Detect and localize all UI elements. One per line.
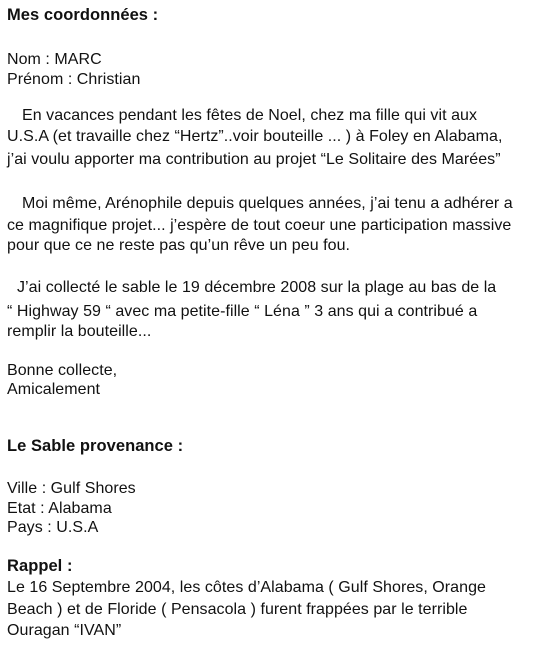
- paragraph-3-line-2: “ Highway 59 “ avec ma petite-fille “ Léna ” 3 ans qui a contribué a: [7, 303, 478, 320]
- rappel-line-3: Ouragan “IVAN”: [7, 622, 122, 639]
- paragraph-1-line-1: En vacances pendant les fêtes de Noel, chez ma fille qui vit aux: [22, 107, 478, 124]
- section-title-sable: Le Sable provenance :: [7, 437, 184, 455]
- paragraph-1-line-2: U.S.A (et travaille chez “Hertz”..voir bouteille ... ) à Foley en Alabama,: [7, 128, 503, 145]
- contact-prenom: Prénom : Christian: [7, 71, 141, 88]
- paragraph-1-line-3: j’ai voulu apporter ma contribution au projet “Le Solitaire des Marées”: [7, 151, 501, 168]
- paragraph-2-line-3: pour que ce ne reste pas qu’un rêve un peu fou.: [7, 237, 351, 254]
- sable-etat: Etat : Alabama: [7, 500, 112, 517]
- rappel-line-2: Beach ) et de Floride ( Pensacola ) furent frappées par le terrible: [7, 601, 468, 618]
- sable-pays: Pays : U.S.A: [7, 519, 99, 536]
- sable-ville: Ville : Gulf Shores: [7, 480, 136, 497]
- paragraph-3-line-1: J’ai collecté le sable le 19 décembre 2008 sur la plage au bas de la: [17, 279, 497, 296]
- closing-line-2: Amicalement: [7, 381, 101, 398]
- rappel-line-1: Le 16 Septembre 2004, les côtes d’Alabama ( Gulf Shores, Orange: [7, 579, 486, 596]
- rappel-title: Rappel :: [7, 557, 73, 575]
- contact-nom: Nom : MARC: [7, 51, 102, 68]
- paragraph-3-line-3: remplir la bouteille...: [7, 323, 152, 340]
- section-title-contact: Mes coordonnées :: [7, 6, 159, 24]
- closing-line-1: Bonne collecte,: [7, 362, 118, 379]
- paragraph-2-line-1: Moi même, Arénophile depuis quelques années, j’ai tenu a adhérer a: [22, 195, 513, 212]
- paragraph-2-line-2: ce magnifique projet... j’espère de tout coeur une participation massive: [7, 217, 512, 234]
